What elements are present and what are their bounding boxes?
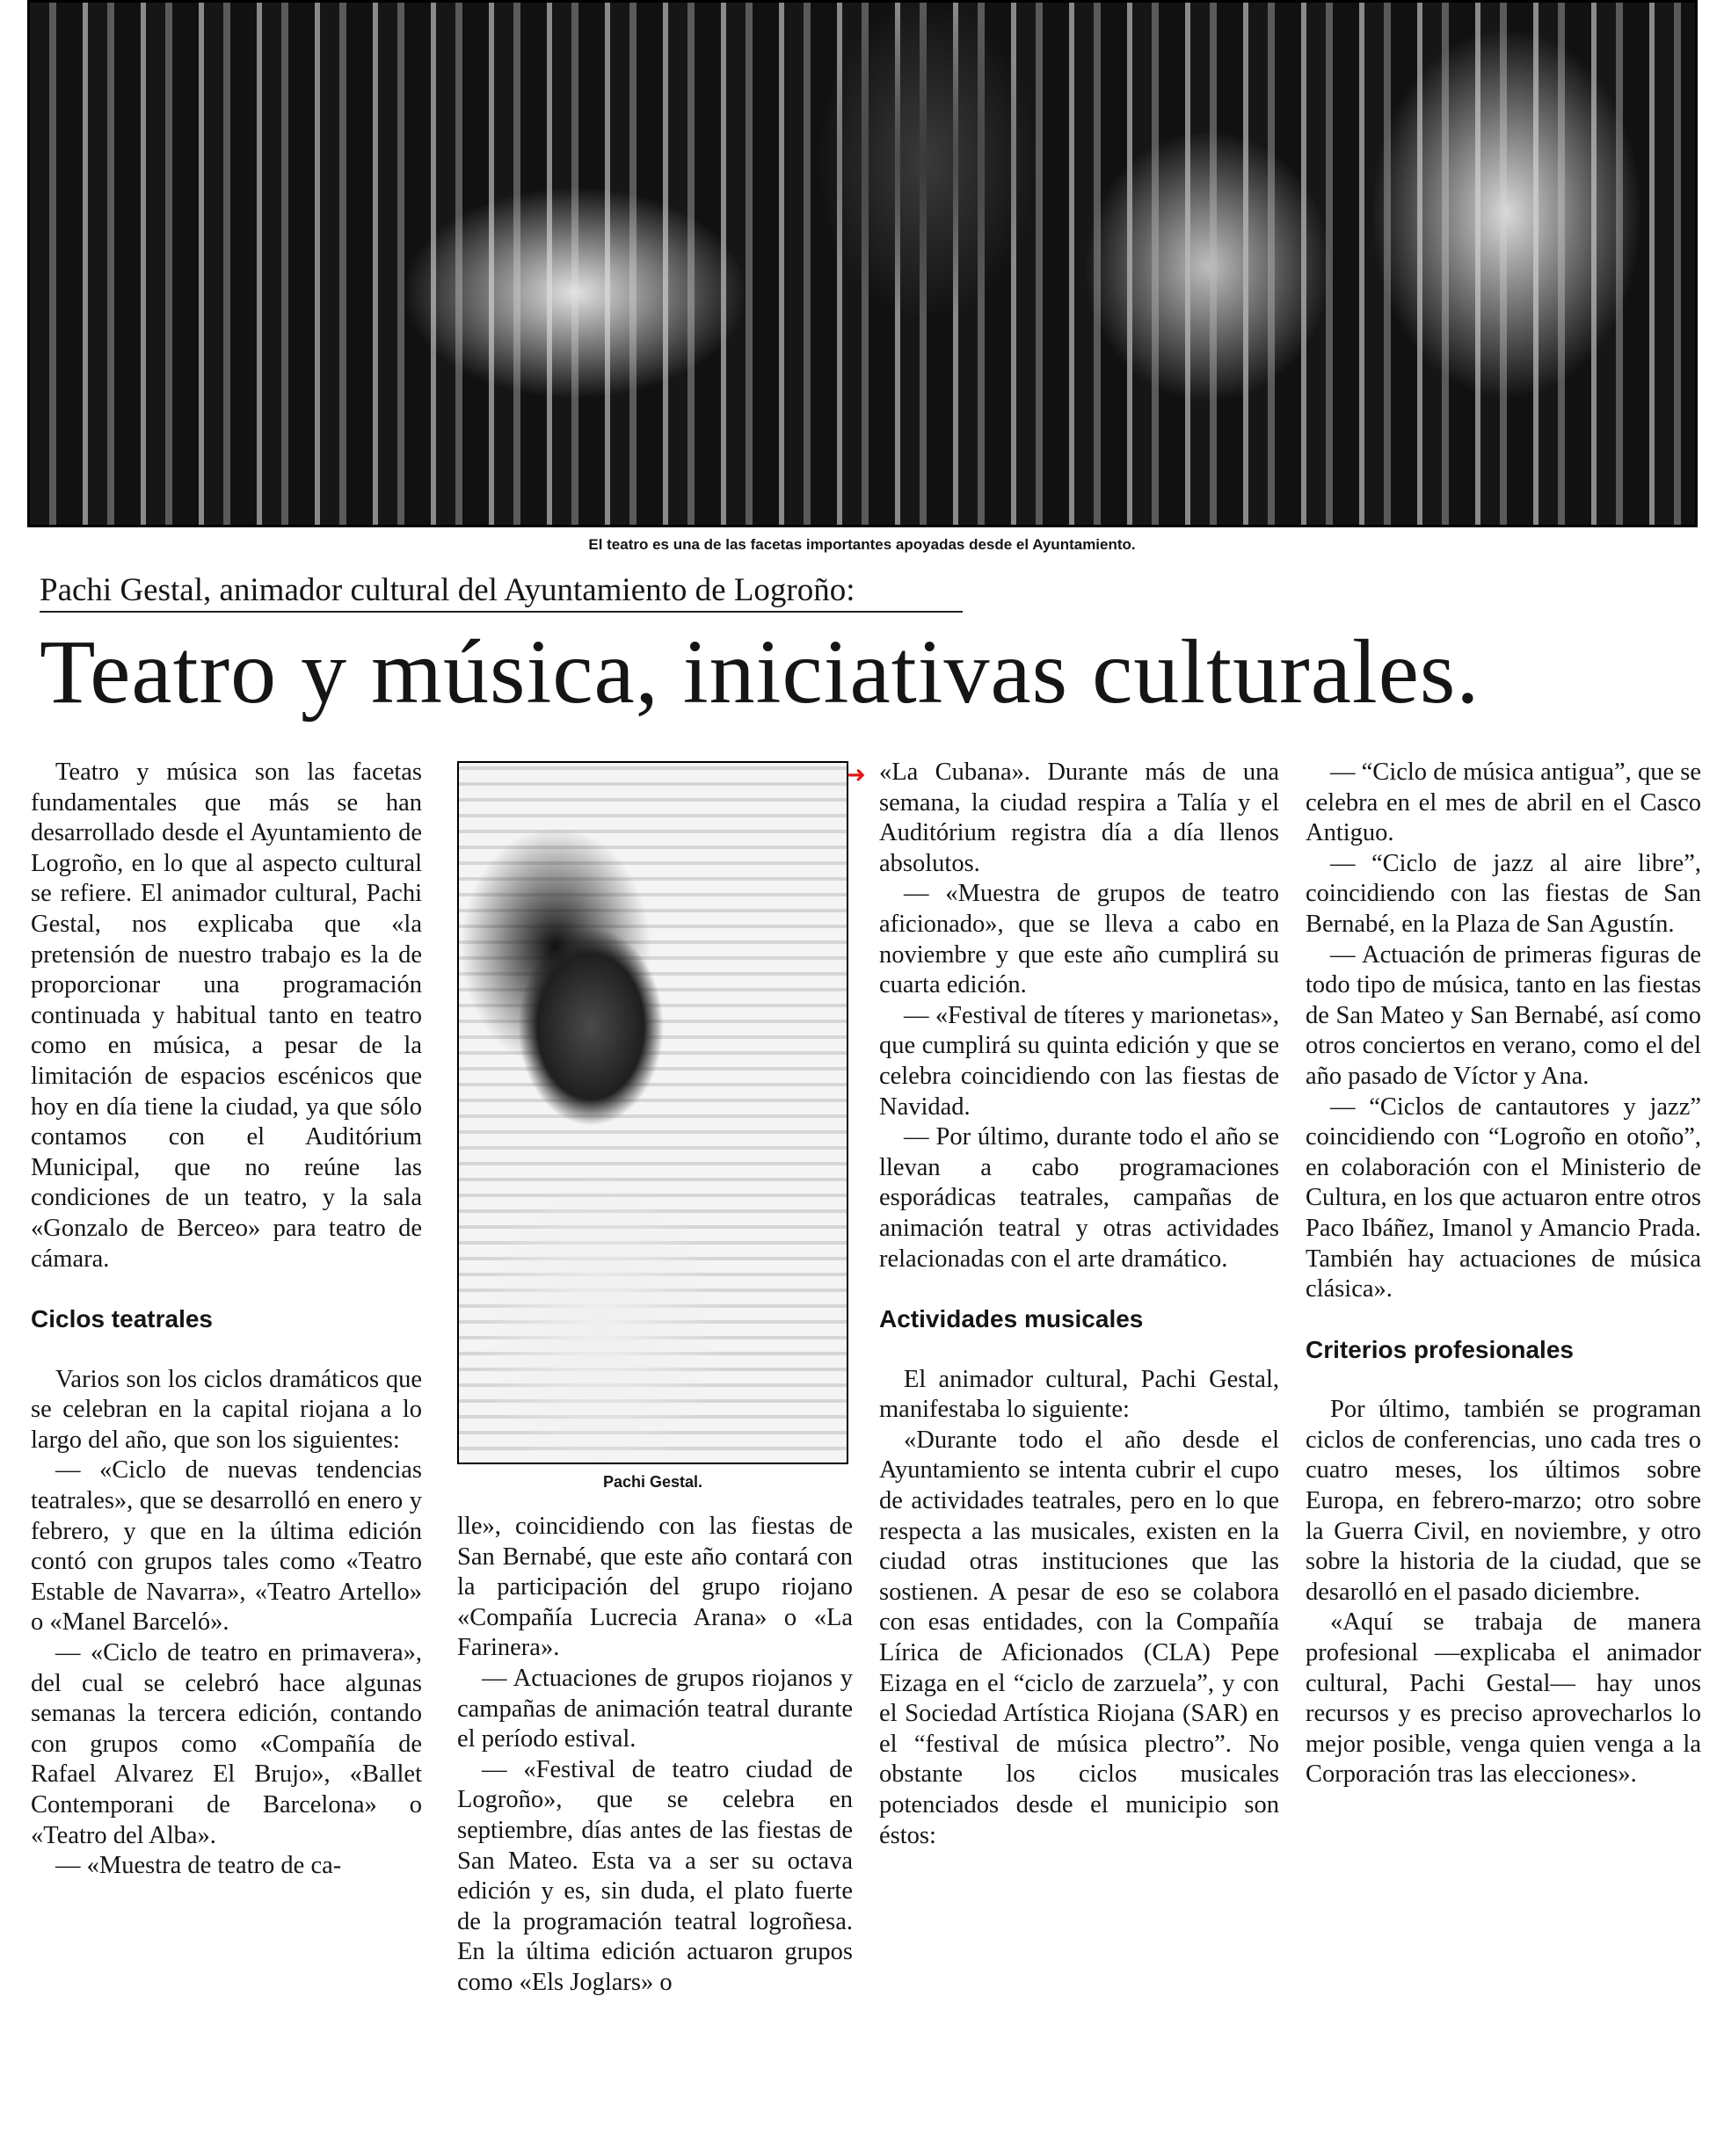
paragraph: Teatro y música son las facetas fundamentales que más se han desarrollado desde el Ayuntamiento de Logroño, en lo que al aspecto cultural se refiere. El animador cultural, Pachi Gestal, nos explicaba que «la pretensión de nuestro trabajo es la de proporcionar una programación continuada y habitual tanto en teatro como en música, a pesar de la limitación de espacios escénicos que hoy en día tiene la ciudad, ya que sólo contamos con el Auditórium Municipal, que no reúne las condiciones de un teatro, y la sala «Gonzalo de Berceo» para teatro de cámara. [31, 759, 422, 1273]
paragraph: — “Ciclo de jazz al aire libre”, coincidiendo con las fiestas de San Bernabé, en la Plaza de San Agustín. [1306, 849, 1701, 938]
section-heading: Criterios profesionales [1306, 1335, 1574, 1363]
paragraph: — «Festival de teatro ciudad de Logroño», que se celebra en septiembre, días antes de las fiestas de San Mateo. Esta va a ser su octava edición y es, sin duda, el plato fuerte de la programación teatral logroñesa. En la última edición actuaron grupos como «Els Joglars» o [457, 1755, 853, 1996]
paragraph: «Durante todo el año desde el Ayuntamiento se intenta cubrir el cupo de actividades teatrales, pero en lo que respecta a las musicales, existen en la ciudad otras instituciones que las sostienen. A pesar de eso se colabora con esas entidades, con la Compañía Lírica de Aficionados (CLA) Pepe Eizaga en el “ciclo de zarzuela”, y con el Sociedad Artística Riojana (SAR) en el “festival de música plectro”. No obstante los ciclos musicales potenciados desde el municipio son éstos: [879, 1426, 1279, 1849]
paragraph: — “Ciclos de cantautores y jazz” coincidiendo con “Logroño en otoño”, en colaboración con el Ministerio de Cultura, en los que actuaron entre otros Paco Ibáñez, Imanol y Amancio Prada. También hay actuaciones de música clásica». [1306, 1093, 1701, 1303]
paragraph: El animador cultural, Pachi Gestal, manifestaba lo siguiente: [879, 1365, 1279, 1424]
paragraph: Por último, también se programan ciclos de conferencias, uno cada tres o cuatro meses, los últimos sobre Europa, en febrero-marzo; otro sobre la Guerra Civil, en noviembre, y otro sobre la historia de la ciudad, que se desarolló en el pasado diciembre. [1306, 1396, 1701, 1606]
section-heading: Ciclos teatrales [31, 1305, 213, 1333]
article-kicker: Pachi Gestal, animador cultural del Ayuntamiento de Logroño: [40, 571, 963, 613]
article-column-2 [457, 1512, 853, 1999]
theatre-photo [27, 0, 1698, 527]
paragraph: «Aquí se trabaja de manera profesional —explicaba el animador cultural, Pachi Gestal— hay unos recursos y es preciso aprovecharlos lo mejor posible, venga quien venga a la Corporación tras las elecciones». [1306, 1608, 1701, 1789]
photo-caption: El teatro es una de las facetas importantes apoyadas desde el Ayuntamiento. [588, 536, 1136, 553]
paragraph: «La Cubana». Durante más de una semana, la ciudad respira a Talía y el Auditórium registra día a día llenos absolutos. [879, 759, 1279, 877]
paragraph: — «Festival de títeres y marionetas», que cumplirá su quinta edición y que se celebra coincidiendo con las fiestas de Navidad. [879, 1001, 1279, 1121]
paragraph: — Actuaciones de grupos riojanos y campañas de animación teatral durante el período estival. [457, 1664, 853, 1753]
article-column-4 [1306, 758, 1701, 1790]
paragraph: — «Muestra de teatro de ca- [55, 1852, 342, 1880]
paragraph: — «Ciclo de nuevas tendencias teatrales», que se desarrolló en enero y febrero, y que en la última edición contó con grupos tales como «Teatro Estable de Navarra», «Teatro Artello» o «Manel Barceló». [31, 1456, 422, 1637]
portrait-photo [457, 761, 848, 1464]
paragraph: — «Ciclo de teatro en primavera», del cual se celebró hace algunas semanas la tercera edición, contando con grupos como «Compañía de Rafael Alvarez El Brujo», «Ballet Contemporani de Barcelona» o «Teatro del Alba». [31, 1639, 422, 1849]
paragraph: — Actuación de primeras figuras de todo tipo de música, tanto en las fiestas de San Mateo y San Bernabé, así como otros conciertos en verano, como el del año pasado de Víctor y Ana. [1306, 940, 1701, 1090]
paragraph: — «Muestra de grupos de teatro aficionado», que se lleva a cabo en noviembre y que este año cumplirá su cuarta edición. [879, 880, 1279, 999]
paragraph: — Por último, durante todo el año se llevan a cabo programaciones esporádicas teatrales, campañas de animación teatral y otras actividades relacionadas con el arte dramático. [879, 1123, 1279, 1273]
red-arrow-icon: ➜ [847, 762, 866, 788]
paragraph: lle», coincidiendo con las fiestas de San Bernabé, que este año contará con la participación del grupo riojano «Compañía Lucrecia Arana» o «La Farinera». [457, 1513, 853, 1662]
article-column-1 [31, 758, 422, 1882]
portrait-caption: Pachi Gestal. [602, 1473, 703, 1491]
paragraph: Varios son los ciclos dramáticos que se celebran en la capital riojana a lo largo del año, que son los siguientes: [31, 1365, 422, 1454]
article-headline: Teatro y música, iniciativas culturales. [40, 621, 1480, 722]
article-column-3 [879, 758, 1279, 1851]
paragraph: — “Ciclo de música antigua”, que se celebra en el mes de abril en el Casco Antiguo. [1306, 759, 1701, 847]
section-heading: Actividades musicales [879, 1305, 1144, 1333]
